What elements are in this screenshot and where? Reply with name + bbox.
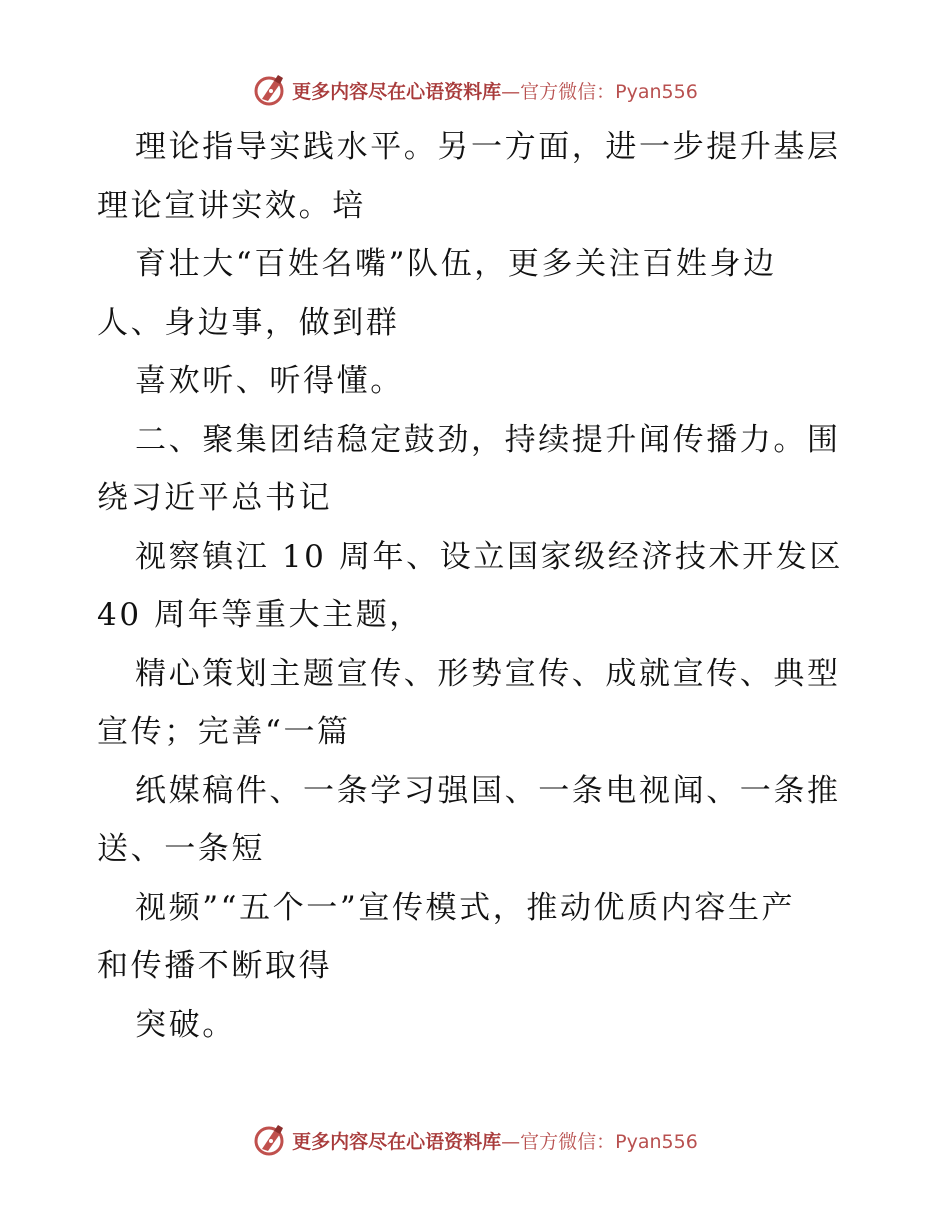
text-line: 送、一条短 (97, 831, 265, 867)
text-line: 喜欢听、听得懂。 (135, 363, 404, 399)
text-line: 和传播不断取得 (97, 948, 333, 984)
banner-brand-text: 更多内容尽在心语资料库 (292, 1130, 502, 1153)
pen-nib-logo-icon (252, 1122, 288, 1158)
header-watermark-banner (0, 70, 950, 110)
text-line: 精心策划主题宣传、形势宣传、成就宣传、典型 (135, 655, 841, 692)
pen-nib-logo-icon (252, 72, 288, 108)
text-line: 人、身边事，做到群 (97, 304, 400, 341)
text-line: 视频”“五个一”宣传模式，推动优质内容生产 (135, 889, 796, 926)
text-line: 绕习近平总书记 (97, 480, 333, 516)
text-line: 宣传；完善“一篇 (97, 714, 351, 750)
banner-text (292, 77, 698, 104)
banner-contact-text: 官方微信：Pyan556 (520, 1130, 698, 1153)
banner-contact-text: 官方微信：Pyan556 (520, 80, 698, 103)
document-body (97, 118, 857, 1054)
text-line: 突破。 (135, 1006, 236, 1043)
banner-separator: — (501, 1130, 521, 1153)
text-line: 理论宣讲实效。培 (97, 187, 366, 224)
banner-text (292, 1127, 698, 1154)
text-line: 育壮大“百姓名嘴”队伍，更多关注百姓身边 (135, 246, 777, 282)
footer-watermark-banner (0, 1120, 950, 1160)
text-line: 纸媒稿件、一条学习强国、一条电视闻、一条推 (135, 772, 841, 809)
text-line: 40 周年等重大主题， (97, 597, 423, 633)
text-line: 理论指导实践水平。另一方面，进一步提升基层 (135, 129, 841, 165)
banner-separator: — (501, 80, 521, 103)
text-line: 视察镇江 10 周年、设立国家级经济技术开发区 (135, 538, 843, 575)
banner-brand-text: 更多内容尽在心语资料库 (292, 80, 502, 103)
text-line: 二、聚集团结稳定鼓劲，持续提升闻传播力。围 (135, 421, 841, 458)
